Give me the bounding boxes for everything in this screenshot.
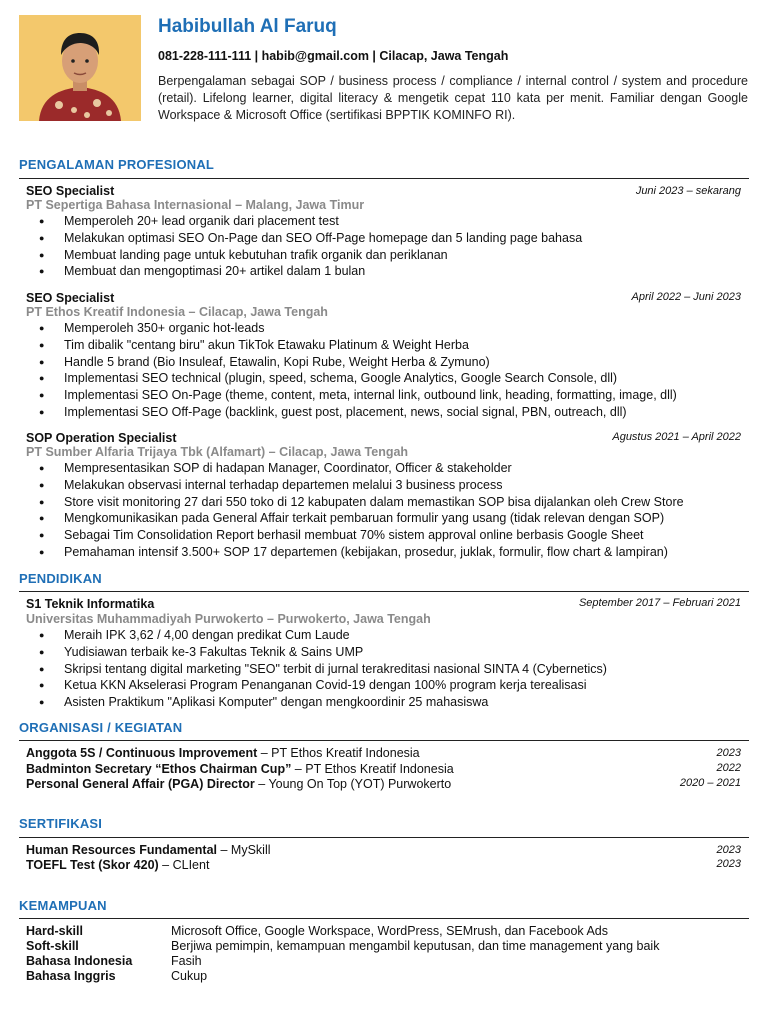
organization-year: 2023	[716, 747, 741, 759]
list-item: ● Mengkomunikasikan pada General Affair terkait pembaruan formulir yang usang (tidak relevan dengan SOP)	[26, 510, 684, 527]
certification-item	[26, 843, 271, 857]
job-date: Juni 2023 – sekarang	[635, 185, 741, 197]
certification-item	[26, 858, 209, 872]
skill-label: Soft-skill	[26, 939, 79, 953]
skill-label: Bahasa Inggris	[26, 969, 116, 983]
list-item: ● Melakukan observasi internal terhadap departemen melalui 3 business process	[26, 477, 684, 494]
list-item: ● Ketua KKN Akselerasi Program Penanganan Covid-19 dengan 100% program kerja terealisasi	[26, 677, 607, 694]
certification-name: Human Resources Fundamental	[26, 843, 218, 857]
section-title-skills: KEMAMPUAN	[19, 898, 107, 913]
contact-info: 081-228-111-111 | habib@gmail.com | Cilacap, Jawa Tengah	[158, 49, 509, 63]
job-company: PT Sumber Alfaria Trijaya Tbk (Alfamart) – Cilacap, Jawa Tengah	[26, 445, 409, 459]
skill-label: Bahasa Indonesia	[26, 954, 133, 968]
list-item: ● Skripsi tentang digital marketing "SEO" terbit di jurnal terakreditasi nasional SINTA 4 (Cybernetics)	[26, 661, 607, 678]
profile-summary: Berpengalaman sebagai SOP / business process / compliance / internal control / system and procedure (retail). Lifelong learner, digital literacy & mengetik cepat 110 kata per menit. Familiar dengan Google Workspace & Microsoft Office (sertifikasi BPPTIK KOMINFO RI).	[158, 74, 748, 122]
job-role: SEO Specialist	[26, 291, 115, 305]
list-item: ● Implementasi SEO technical (plugin, speed, schema, Google Analytics, Google Search Console, dll)	[26, 370, 677, 387]
job-date: April 2022 – Juni 2023	[631, 291, 741, 303]
list-item: ● Tim dibalik "centang biru" akun TikTok Etawaku Platinum & Weight Herba	[26, 337, 677, 354]
list-item: ● Handle 5 brand (Bio Insuleaf, Etawalin, Kopi Rube, Weight Herba & Zymuno)	[26, 354, 677, 371]
list-item: ● Membuat dan mengoptimasi 20+ artikel dalam 1 bulan	[26, 263, 582, 280]
certification-year: 2023	[716, 858, 741, 870]
job-company: PT Sepertiga Bahasa Internasional – Malang, Jawa Timur	[26, 198, 365, 212]
list-item: ● Implementasi SEO Off-Page (backlink, guest post, placement, news, social signal, PBN, outreach, dll)	[26, 404, 677, 421]
job-date: Agustus 2021 – April 2022	[612, 431, 741, 443]
list-item: ● Memperoleh 350+ organic hot-leads	[26, 320, 677, 337]
organization-name: – PT Ethos Kreatif Indonesia	[291, 762, 454, 776]
organization-role: Personal General Affair (PGA) Director	[26, 777, 255, 791]
organization-item	[26, 777, 451, 791]
section-divider	[19, 837, 749, 838]
section-divider	[19, 178, 749, 179]
list-item: ● Implementasi SEO On-Page (theme, content, meta, internal link, outbound link, heading, formatting, image, dll)	[26, 387, 677, 404]
list-item: ● Meraih IPK 3,62 / 4,00 dengan predikat Cum Laude	[26, 627, 607, 644]
section-divider	[19, 591, 749, 592]
organization-name: – PT Ethos Kreatif Indonesia	[257, 746, 420, 760]
organization-role: Badminton Secretary “Ethos Chairman Cup”	[26, 762, 292, 776]
list-item: ● Memperoleh 20+ lead organik dari placement test	[26, 213, 582, 230]
job-company: PT Ethos Kreatif Indonesia – Cilacap, Jawa Tengah	[26, 305, 328, 319]
list-item: ● Store visit monitoring 27 dari 550 toko di 12 kabupaten dalam memastikan SOP bisa dijalankan oleh Crew Store	[26, 494, 684, 511]
list-item: ● Pemahaman intensif 3.500+ SOP 17 departemen (kebijakan, prosedur, juklak, formulir, flow chart & lampiran)	[26, 544, 684, 561]
job-bullet-list	[26, 460, 684, 561]
skill-value: Cukup	[171, 969, 208, 983]
organization-year: 2020 – 2021	[679, 777, 741, 789]
certification-issuer: – CLIent	[158, 858, 210, 872]
list-item: ● Sebagai Tim Consolidation Report berhasil membuat 70% sistem approval online berbasis Google Sheet	[26, 527, 684, 544]
organization-name: – Young On Top (YOT) Purwokerto	[254, 777, 452, 791]
job-role: SOP Operation Specialist	[26, 431, 177, 445]
skill-label: Hard-skill	[26, 924, 83, 938]
certification-name: TOEFL Test (Skor 420)	[26, 858, 159, 872]
certification-issuer: – MySkill	[217, 843, 271, 857]
section-title-certification: SERTIFIKASI	[19, 816, 103, 831]
skill-value: Fasih	[171, 954, 202, 968]
candidate-name: Habibullah Al Faruq	[158, 16, 337, 37]
list-item: ● Mempresentasikan SOP di hadapan Manager, Coordinator, Officer & stakeholder	[26, 460, 684, 477]
section-title-organization: ORGANISASI / KEGIATAN	[19, 720, 183, 735]
job-role: SEO Specialist	[26, 184, 115, 198]
organization-role: Anggota 5S / Continuous Improvement	[26, 746, 258, 760]
list-item: ● Yudisiawan terbaik ke-3 Fakultas Teknik & Sains UMP	[26, 644, 607, 661]
school-name: Universitas Muhammadiyah Purwokerto – Purwokerto, Jawa Tengah	[26, 612, 431, 626]
skill-value: Berjiwa pemimpin, kemampuan mengambil keputusan, dan time management yang baik	[171, 939, 660, 953]
organization-item	[26, 762, 454, 776]
education-bullet-list	[26, 627, 607, 711]
list-item: ● Melakukan optimasi SEO On-Page dan SEO Off-Page homepage dan 5 landing page bahasa	[26, 230, 582, 247]
degree-title: S1 Teknik Informatika	[26, 597, 155, 611]
skill-value: Microsoft Office, Google Workspace, WordPress, SEMrush, dan Facebook Ads	[171, 924, 608, 938]
education-date: September 2017 – Februari 2021	[578, 597, 741, 609]
certification-year: 2023	[716, 844, 741, 856]
list-item: ● Asisten Praktikum "Aplikasi Komputer" dengan mengkoordinir 25 mahasiswa	[26, 694, 607, 711]
person-portrait-icon	[19, 15, 141, 121]
organization-item	[26, 746, 420, 760]
profile-photo	[19, 15, 141, 121]
job-bullet-list	[26, 213, 582, 280]
list-item: ● Membuat landing page untuk kebutuhan trafik organik dan periklanan	[26, 247, 582, 264]
section-divider	[19, 918, 749, 919]
organization-year: 2022	[716, 762, 741, 774]
section-divider	[19, 740, 749, 741]
job-bullet-list	[26, 320, 677, 421]
section-title-experience: PENGALAMAN PROFESIONAL	[19, 157, 215, 172]
section-title-education: PENDIDIKAN	[19, 571, 102, 586]
